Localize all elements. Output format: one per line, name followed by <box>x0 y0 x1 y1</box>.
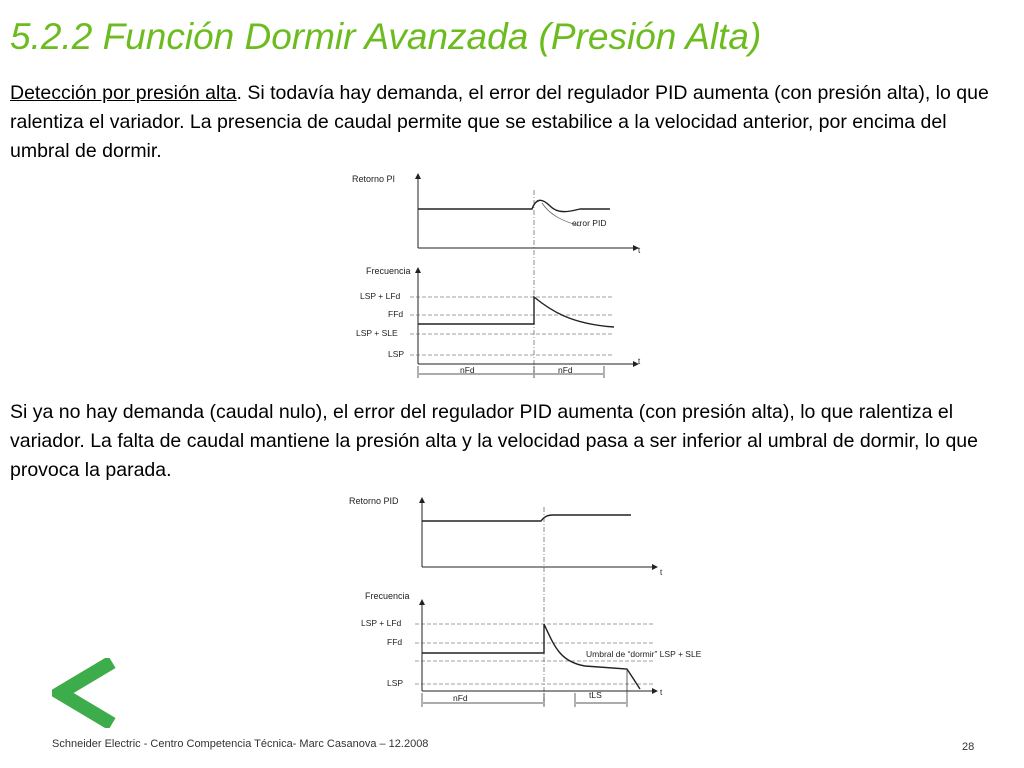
label-lsp: LSP <box>387 678 404 688</box>
label-lsp-lfd: LSP + LFd <box>360 291 401 301</box>
label-error-pid: error PID <box>572 218 607 228</box>
label-lsp-sle: LSP + SLE <box>356 328 398 338</box>
label-t-bottom: t <box>638 357 641 366</box>
label-retorno-pid: Retorno PID <box>349 496 399 506</box>
diagram-with-flow <box>340 168 660 383</box>
label-tls: tLS <box>589 690 602 700</box>
label-nfd-1: nFd <box>460 365 475 375</box>
label-umbral: Umbral de “dormir” LSP + SLE <box>586 649 702 659</box>
curve-frecuencia <box>418 297 614 327</box>
paragraph-link-text[interactable]: Detección por presión alta <box>10 82 237 104</box>
paragraph-no-demand: Si ya no hay demanda (caudal nulo), el error del regulador PID aumenta (con presión alta), lo que ralentiza el variador. La falta de caudal mantiene la presión alta y la velocidad pasa a ser inferior al umbral de dormir, lo que provoca la parada. <box>10 401 978 481</box>
slide-title: 5.2.2 Función Dormir Avanzada (Presión Alta) <box>10 16 762 57</box>
label-nfd-2: nFd <box>558 365 573 375</box>
label-t-top: t <box>660 568 663 577</box>
label-nfd: nFd <box>453 693 468 703</box>
paragraph-high-pressure-detection <box>10 79 1010 166</box>
label-t-bottom: t <box>660 688 663 697</box>
curve-retorno <box>422 515 631 521</box>
label-t-top: t <box>638 246 641 255</box>
paragraph-1-text: . Si todavía hay demanda, el error del regulador PID aumenta (con presión alta), lo que ralentiza el variador. La presencia de caudal permite que se estabilice a la velocidad anterior, por encima del umbral de dormir. <box>10 82 989 162</box>
schneider-chevron-icon <box>52 658 118 728</box>
label-frecuencia: Frecuencia <box>366 266 411 276</box>
label-ffd: FFd <box>387 637 403 647</box>
label-frecuencia: Frecuencia <box>365 591 410 601</box>
page-number: 28 <box>962 741 975 753</box>
footer-text: Schneider Electric - Centro Competencia Técnica- Marc Casanova – 12.2008 <box>52 738 429 750</box>
label-retorno: Retorno PI <box>352 174 396 184</box>
label-lsp: LSP <box>388 349 405 359</box>
diagram-no-flow <box>345 492 745 714</box>
curve-retorno <box>418 200 610 211</box>
label-lsp-lfd: LSP + LFd <box>361 618 402 628</box>
label-ffd: FFd <box>388 309 404 319</box>
